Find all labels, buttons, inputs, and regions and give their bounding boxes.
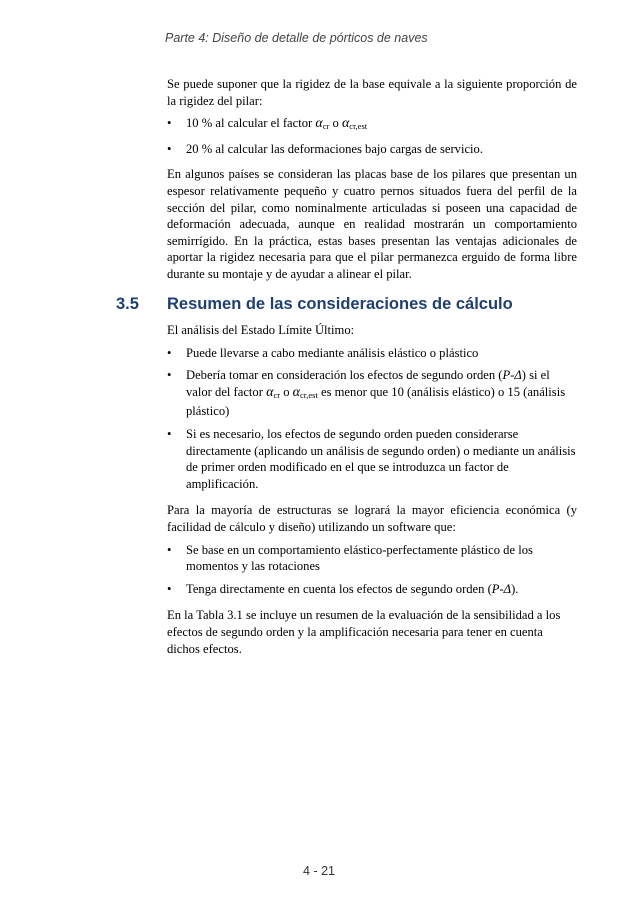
section-title: Resumen de las consideraciones de cálculo [167, 295, 513, 313]
subscript: cr,est [300, 389, 318, 400]
p-delta-symbol: P-Δ [491, 581, 512, 596]
list-item-text: o [329, 116, 342, 131]
alpha-symbol: α [315, 116, 323, 132]
list-item [167, 141, 577, 158]
list-item-text: 20 % al calcular las deformaciones bajo cargas de servicio. [186, 141, 483, 156]
list-item-text: o [280, 384, 293, 399]
intro-paragraph: Se puede suponer que la rigidez de la base equivale a la siguiente proporción de la rigidez del pilar: [167, 77, 577, 108]
list-item-text: ) si el valor del factor [186, 368, 550, 399]
list-item [167, 345, 577, 362]
bullet: • [167, 581, 172, 596]
list-item-text: Si es necesario, los efectos de segundo orden pueden considerarse directamente (aplicando un análisis de segundo orden) o mediante un análisis de primer orden modificado en el que se introduzca un factor de amplificación. [186, 426, 576, 491]
list-item [167, 542, 577, 575]
list-item [167, 581, 577, 598]
list-item-text: Tenga directamente en cuenta los efectos de segundo orden ( [186, 581, 492, 596]
list-item-text: Puede llevarse a cabo mediante análisis elástico o plástico [186, 345, 479, 360]
subscript: cr [273, 389, 281, 400]
list-item-text: Debería tomar en consideración los efectos de segundo orden ( [186, 368, 503, 383]
stiffness-list [167, 115, 577, 157]
section-number: 3.5 [116, 295, 139, 313]
page-number: 4 - 21 [303, 864, 335, 878]
software-paragraph: Para la mayoría de estructuras se logrará la mayor eficiencia económica (y facilidad de cálculo y diseño) utilizando un software que: [167, 503, 577, 534]
list-item [167, 115, 577, 135]
bullet: • [167, 426, 172, 441]
software-list [167, 542, 577, 598]
section-body [167, 322, 577, 657]
bullet: • [167, 116, 172, 131]
list-item-text: Se base en un comportamiento elástico-perfectamente plástico de los momentos y las rotaciones [186, 542, 533, 574]
list-item [167, 426, 577, 492]
list-item [167, 367, 577, 420]
alpha-symbol: α [292, 384, 300, 400]
alpha-symbol: α [266, 384, 274, 400]
intro-block [167, 76, 577, 283]
subscript: cr,est [349, 121, 368, 132]
closing-paragraph: En la Tabla 3.1 se incluye un resumen de la evaluación de la sensibilidad a los efectos de segundo orden y la amplificación necesaria para tener en cuenta dichos efectos. [167, 608, 561, 656]
list-item-text: 10 % al calcular el factor [186, 116, 316, 131]
bullet: • [167, 345, 172, 360]
bullet: • [167, 368, 172, 383]
running-header: Parte 4: Diseño de detalle de pórticos de naves [165, 31, 428, 45]
bullet: • [167, 141, 172, 156]
section-lead: El análisis del Estado Límite Último: [167, 323, 355, 337]
bullet: • [167, 542, 172, 557]
uls-list [167, 345, 577, 493]
subscript: cr [322, 121, 330, 132]
base-plates-paragraph: En algunos países se consideran las placas base de los pilares que presentan un espesor relativamente pequeño y cuatro pernos situados fuera del perfil de la sección del pilar, como nominalmente articuladas si poseen una capacidad de deformación adecuada, aunque en realidad mostrarán un comportamiento semirrígido. En la práctica, estas bases presentan las ventajas adicionales de aportar la rigidez necesaria para que el pilar permanezca erguido de forma libre durante su montaje y de ayudar a alinear el pilar. [167, 167, 577, 281]
alpha-symbol: α [341, 116, 350, 132]
p-delta-symbol: P-Δ [502, 368, 522, 383]
list-item-text: ). [511, 581, 519, 596]
list-item-text: es menor que 10 (análisis elástico) o 15 (análisis plástico) [186, 384, 566, 419]
